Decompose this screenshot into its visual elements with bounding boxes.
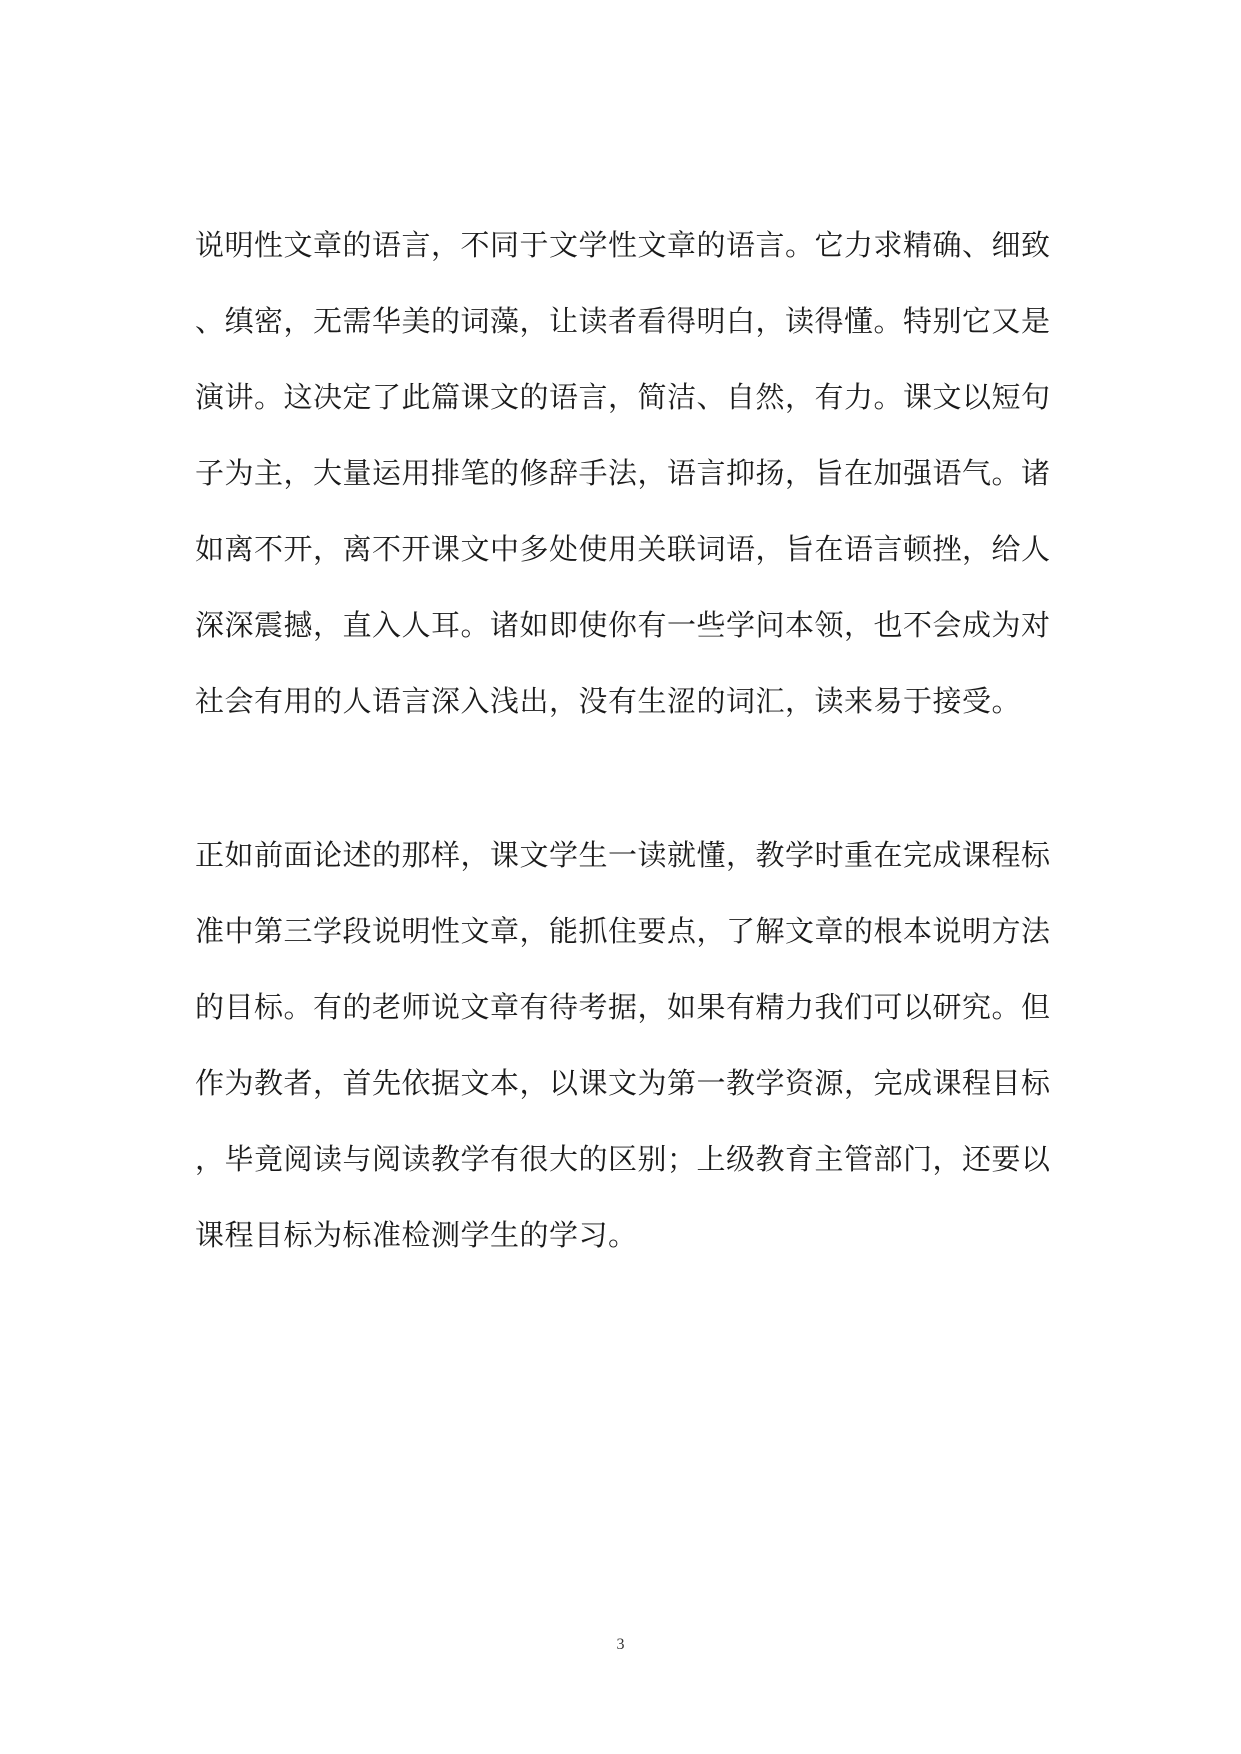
text-line: ，毕竟阅读与阅读教学有很大的区别；上级教育主管部门，还要以 xyxy=(195,1142,1051,1176)
text-line: 子为主，大量运用排笔的修辞手法，语言抑扬，旨在加强语气。诸 xyxy=(195,456,1051,490)
text-line: 如离不开，离不开课文中多处使用关联词语，旨在语言顿挫，给人 xyxy=(195,532,1051,566)
text-line: 社会有用的人语言深入浅出，没有生涩的词汇，读来易于接受。 xyxy=(195,684,1022,718)
text-line: 、缜密，无需华美的词藻，让读者看得明白，读得懂。特别它又是 xyxy=(195,304,1051,338)
text-line: 说明性文章的语言，不同于文学性文章的语言。它力求精确、细致 xyxy=(195,228,1051,262)
text-line: 演讲。这决定了此篇课文的语言，简洁、自然，有力。课文以短句 xyxy=(195,380,1051,414)
text-line: 深深震撼，直入人耳。诸如即使你有一些学问本领，也不会成为对 xyxy=(195,608,1051,642)
page-number: 3 xyxy=(616,1636,625,1653)
text-line: 准中第三学段说明性文章，能抓住要点，了解文章的根本说明方法 xyxy=(195,914,1051,948)
text-line: 的目标。有的老师说文章有待考据，如果有精力我们可以研究。但 xyxy=(195,990,1051,1024)
text-line: 正如前面论述的那样，课文学生一读就懂，教学时重在完成课程标 xyxy=(195,838,1051,872)
text-line: 课程目标为标准检测学生的学习。 xyxy=(195,1218,638,1252)
text-line: 作为教者，首先依据文本，以课文为第一教学资源，完成课程目标 xyxy=(195,1066,1051,1100)
